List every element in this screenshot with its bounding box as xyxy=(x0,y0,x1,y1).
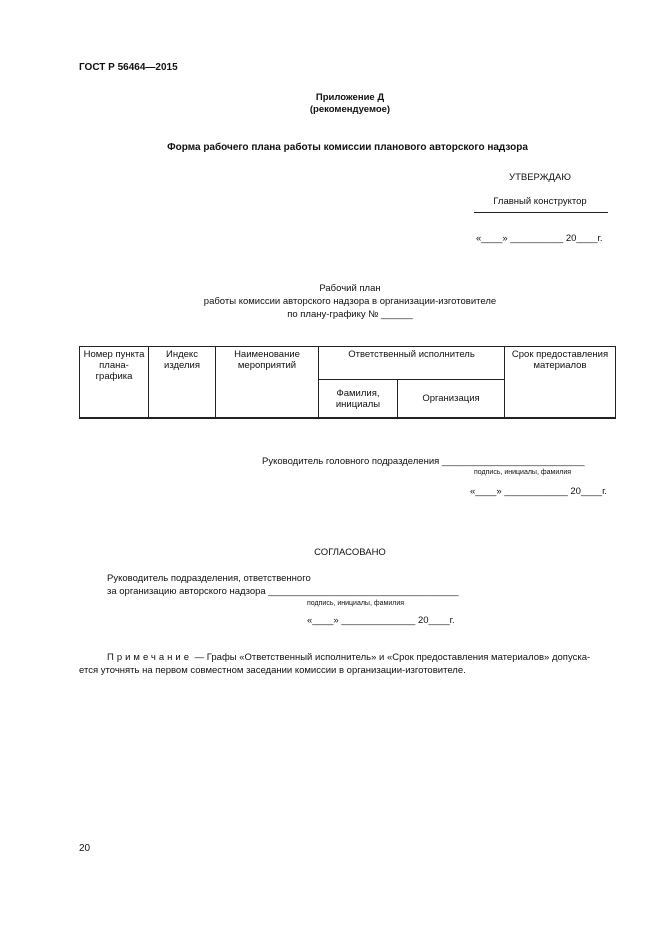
table-header-number: Номер пункта плана-графика xyxy=(80,347,149,419)
table-header-index: Индекс изделия xyxy=(149,347,216,419)
agreed-caption: подпись, инициалы, фамилия xyxy=(307,600,405,607)
agreed-line2: за организацию авторского надзора ____________________________________ xyxy=(107,586,459,597)
plan-table xyxy=(79,346,616,419)
approve-label: УТВЕРЖДАЮ xyxy=(509,172,571,183)
page-number: 20 xyxy=(79,843,91,854)
note-label: Примечание xyxy=(107,652,192,663)
approve-position: Главный конструктор xyxy=(493,196,587,207)
form-title: Форма рабочего плана работы комиссии планового авторского надзора xyxy=(167,142,528,153)
head-signature-caption: подпись, инициалы, фамилия xyxy=(474,469,572,476)
plan-subtitle: работы комиссии авторского надзора в организации-изготовителе xyxy=(203,296,497,307)
approve-date: «____» __________ 20____г. xyxy=(476,233,603,244)
table-header-name: Фамилия, инициалы xyxy=(319,380,398,419)
appendix-title: Приложение Д xyxy=(315,92,385,103)
table-header-deadline: Срок предоставления материалов xyxy=(505,347,616,419)
table-header-organization: Организация xyxy=(398,380,505,419)
table-header-responsible: Ответственный исполнитель xyxy=(319,347,505,380)
head-signature-date: «____» ____________ 20____г. xyxy=(470,486,608,497)
note-text1: — Графы «Ответственный исполнитель» и «Срок предоставления материалов» допуска- xyxy=(192,652,591,663)
approve-signature-line xyxy=(474,212,608,213)
note-line1 xyxy=(107,652,590,663)
table-header-activities: Наименование мероприятий xyxy=(216,347,319,419)
agreed-label: СОГЛАСОВАНО xyxy=(314,547,386,558)
appendix-subtitle: (рекомендуемое) xyxy=(309,104,391,115)
plan-number: по плану-графику № ______ xyxy=(287,309,413,320)
standard-number: ГОСТ Р 56464—2015 xyxy=(79,62,178,73)
head-signature-label: Руководитель головного подразделения ___________________________ xyxy=(262,456,585,467)
note-line2: ется уточнять на первом совместном заседании комиссии в организации-изготовителе. xyxy=(79,665,466,676)
agreed-date: «____» ______________ 20____г. xyxy=(307,615,455,626)
agreed-line1: Руководитель подразделения, ответственного xyxy=(107,573,311,584)
plan-title: Рабочий план xyxy=(319,283,381,294)
